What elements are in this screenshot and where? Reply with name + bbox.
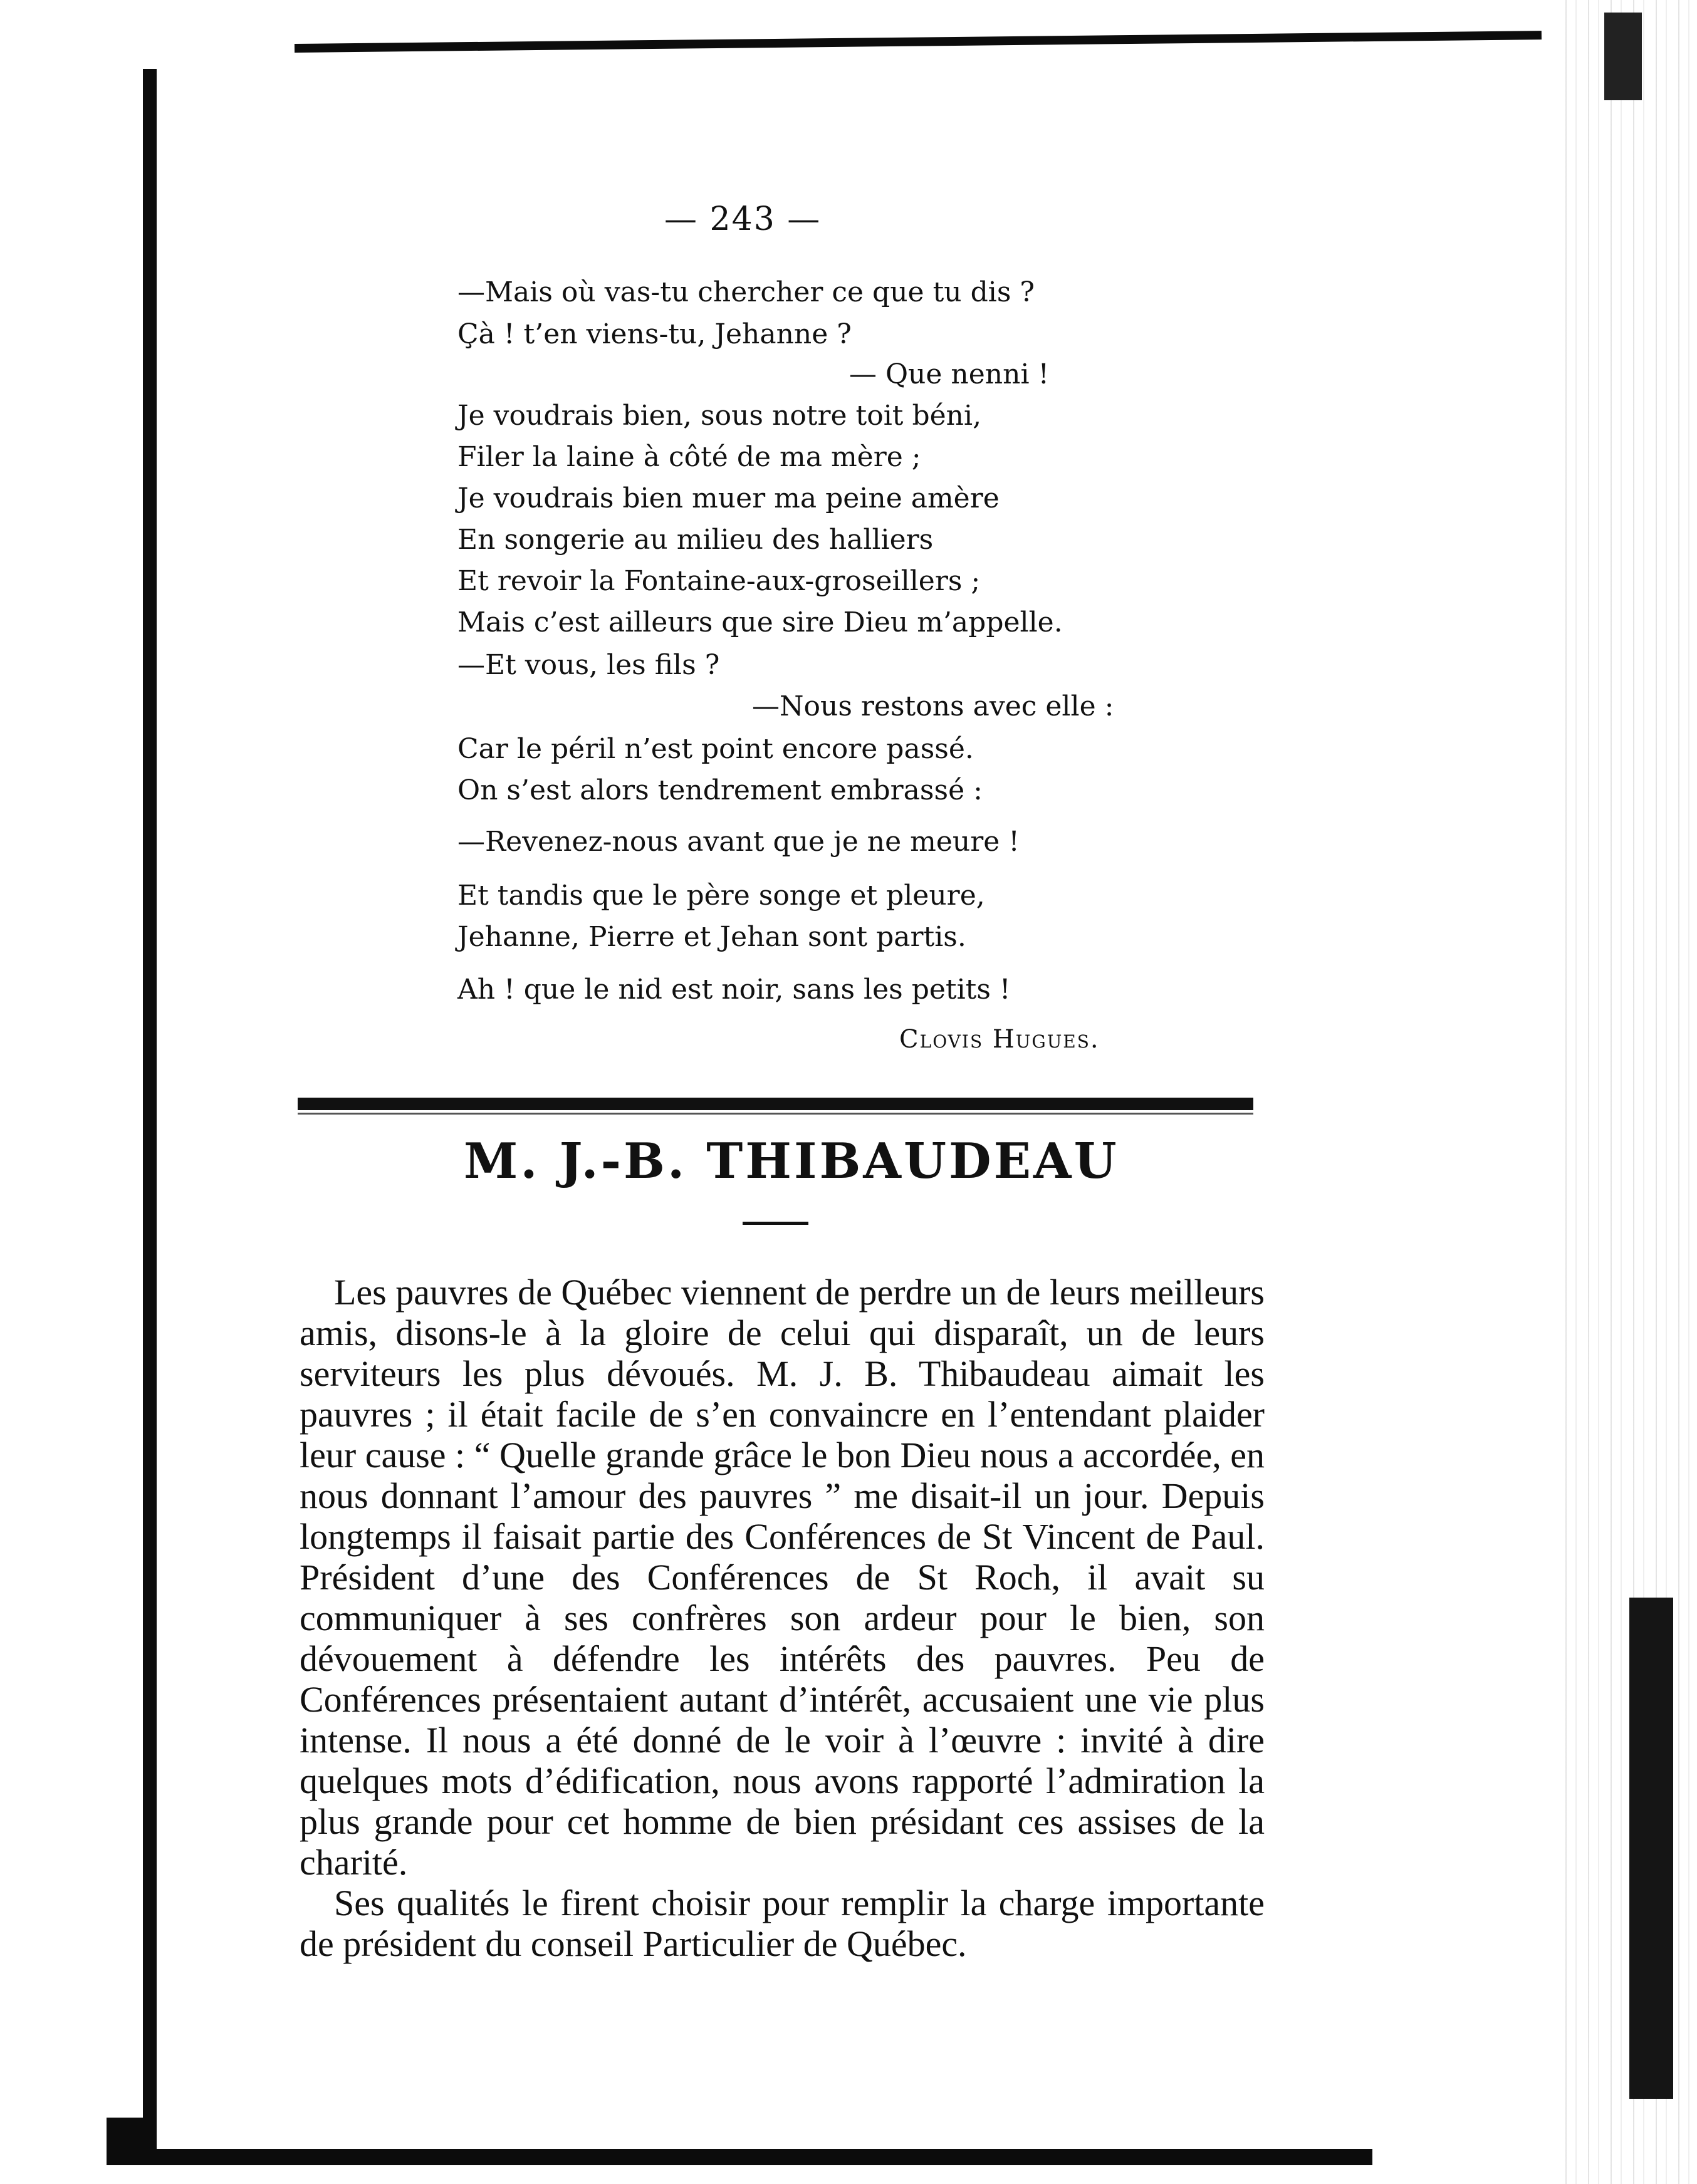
- scan-border-top: [295, 31, 1542, 53]
- section-divider-thin: [298, 1113, 1253, 1115]
- poem-line: —Et vous, les fils ?: [457, 649, 720, 681]
- poem-line: Ah ! que le nid est noir, sans les petits !: [457, 974, 1011, 1006]
- page-number: — 243 —: [664, 200, 822, 238]
- article-paragraph: Les pauvres de Québec viennent de perdre un de leurs meilleurs amis, disons-le à la gloire de celui qui disparaît, un de leurs serviteurs les plus dévoués. M. J. B. Thibaudeau aimait les pauvres ; il était facile de s’en convaincre en l’entendant plaider leur cause : “ Quelle grande grâce le bon Dieu nous a accordée, en nous donnant l’amour des pauvres ” me disait-il un jour. Depuis longtemps il faisait partie des Conférences de St Vincent de Paul. Président d’une des Conférences de St Roch, il avait su communiquer à ses confrères son ardeur pour le bien, son dévouement à défendre les intérêts des pauvres. Peu de Conférences présentaient autant d’intérêt, accusaient une vie plus intense. Il nous a été donné de le voir à l’œuvre : invité à dire quelques mots d’édification, nous avons rapporté l’admiration la plus grande pour cet homme de bien présidant ces assises de la charité.: [300, 1272, 1265, 1883]
- article-body: [300, 1272, 1265, 1964]
- poem-line: —Revenez-nous avant que je ne meure !: [457, 826, 1020, 858]
- poem-line: Filer la laine à côté de ma mère ;: [457, 441, 921, 473]
- scan-border-bottom: [107, 2149, 1372, 2165]
- poem-line: Çà ! t’en viens-tu, Jehanne ?: [457, 318, 852, 350]
- poem-line: En songerie au milieu des halliers: [457, 524, 934, 556]
- poem-line: Et revoir la Fontaine-aux-groseillers ;: [457, 565, 981, 597]
- poem-line: On s’est alors tendrement embrassé :: [457, 774, 983, 806]
- poem-line: Je voudrais bien, sous notre toit béni,: [457, 400, 982, 432]
- scan-edge-right-dark-top: [1604, 13, 1642, 100]
- scan-edge-right-dark: [1629, 1598, 1673, 2099]
- scan-edge-right: [1554, 0, 1697, 2184]
- poem-line: —Mais où vas-tu chercher ce que tu dis ?: [457, 276, 1035, 308]
- poem-line: Jehanne, Pierre et Jehan sont partis.: [457, 921, 966, 953]
- poem-line: Et tandis que le père songe et pleure,: [457, 880, 985, 912]
- poem-line: Car le péril n’est point encore passé.: [457, 733, 974, 765]
- poem-line: —Nous restons avec elle :: [752, 690, 1114, 722]
- poem-line: Mais c’est ailleurs que sire Dieu m’appelle.: [457, 606, 1063, 638]
- poem-line: Je voudrais bien muer ma peine amère: [457, 482, 1000, 514]
- scan-border-left: [143, 69, 157, 2155]
- poem-line: — Que nenni !: [849, 358, 1050, 390]
- article-heading: M. J.-B. THIBAUDEAU: [464, 1133, 1119, 1190]
- poem-signature: Clovis Hugues.: [899, 1025, 1100, 1054]
- scan-border-bottom-left: [107, 2118, 157, 2165]
- section-divider-thick: [298, 1098, 1253, 1110]
- article-paragraph: Ses qualités le firent choisir pour remplir la charge importante de président du conseil Particulier de Québec.: [300, 1883, 1265, 1964]
- heading-underline: [743, 1222, 808, 1225]
